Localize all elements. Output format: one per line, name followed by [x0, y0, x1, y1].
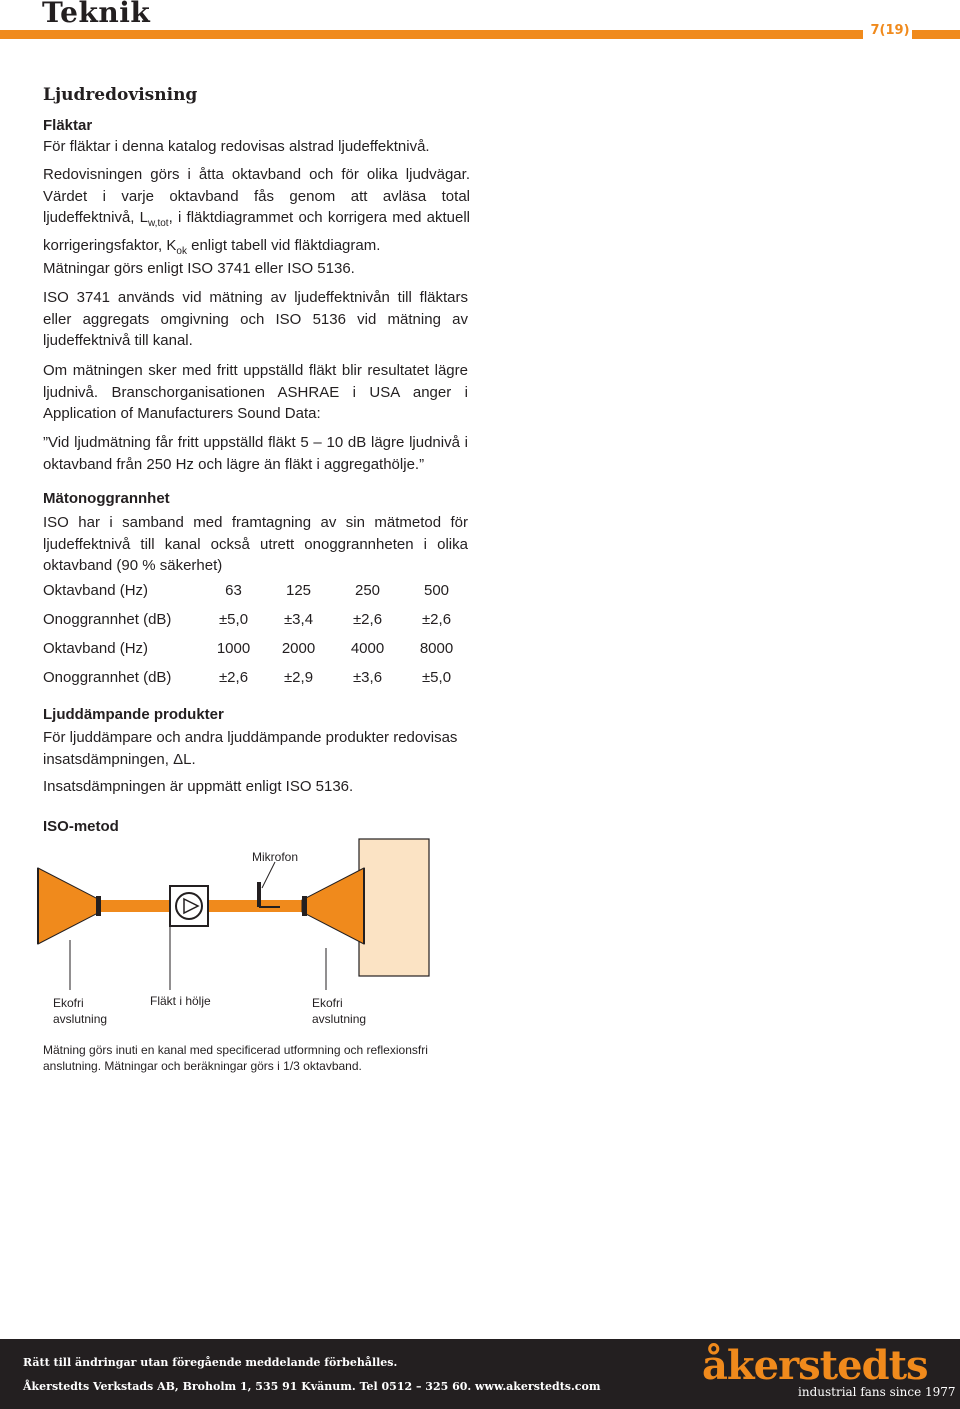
- header-accent-bar-right: [912, 30, 960, 39]
- damping-heading: Ljuddämpande produkter: [43, 706, 224, 723]
- table-cell: ±2,6: [421, 611, 452, 628]
- header-accent-bar: [0, 30, 863, 39]
- footer-notice: Rätt till ändringar utan föregående meddelande förbehålles.: [23, 1356, 398, 1369]
- page-current: 7: [870, 23, 880, 38]
- row-label: Oktavband (Hz): [43, 640, 149, 657]
- page-total: (19): [879, 23, 910, 38]
- section-title: Teknik: [42, 0, 151, 29]
- fans-p2-text-b: , i fläktdiagrammet och korrigera med aktuell korrigeringsfaktor, K: [43, 209, 470, 254]
- lwtot-subscript: w,tot: [148, 218, 169, 229]
- page-number: [868, 23, 912, 38]
- row-label: Onoggrannhet (dB): [43, 669, 172, 686]
- table-cell: ±3,6: [352, 669, 383, 686]
- table-cell: ±2,6: [352, 611, 383, 628]
- table-cell: ±2,9: [283, 669, 314, 686]
- fans-paragraph-5: Om mätningen sker med fritt uppställd fläkt blir resultatet lägre ljudnivå. Branschorganisationen ASHRAE i USA anger i Application of Manufacturers Sound Data:: [43, 362, 468, 422]
- label-end-left: Ekofri avslutning: [53, 996, 108, 1026]
- table-cell: ±2,6: [218, 669, 249, 686]
- fans-heading: Fläktar: [43, 117, 93, 134]
- fans-paragraph-4: ISO 3741 används vid mätning av ljudeffektnivån till fläktars eller aggregats omgivning och ISO 5136 vid mätning av ljudeffektnivå till kanal.: [43, 289, 468, 349]
- fans-paragraph-3: Mätningar görs enligt ISO 3741 eller ISO 5136.: [43, 260, 355, 277]
- anechoic-termination-right: [302, 868, 364, 944]
- table-cell: ±5,0: [421, 669, 452, 686]
- anechoic-termination-left: [38, 868, 100, 944]
- table-row: [43, 611, 469, 640]
- table-cell: 63: [225, 582, 242, 599]
- page-title: Ljudredovisning: [43, 85, 198, 105]
- test-chamber: [359, 839, 429, 976]
- iso-heading: ISO-metod: [43, 818, 119, 835]
- kok-subscript: ok: [176, 245, 187, 257]
- accuracy-heading: Mätonoggrannhet: [43, 490, 170, 507]
- table-cell: 250: [354, 582, 381, 599]
- label-end-right: Ekofri avslutning: [312, 996, 367, 1026]
- fans-paragraph-1: För fläktar i denna katalog redovisas alstrad ljudeffektnivå.: [43, 138, 430, 155]
- table-cell: 8000: [419, 640, 454, 657]
- damping-paragraph-2: Insatsdämpningen är uppmätt enligt ISO 5136.: [43, 778, 354, 795]
- fans-p2-text-c: enligt tabell vid fläktdiagram.: [186, 236, 381, 254]
- table-cell: 500: [423, 582, 450, 599]
- table-cell: ±3,4: [283, 611, 314, 628]
- table-cell: 125: [285, 582, 312, 599]
- table-row: [43, 669, 469, 698]
- row-label: Oktavband (Hz): [43, 582, 149, 599]
- ashrae-quote: ”Vid ljudmätning får fritt uppställd fläkt 5 – 10 dB lägre ljudnivå i oktavband från 250 Hz och lägre än fläkt i aggregathölje.”: [43, 434, 468, 473]
- label-microphone: Mikrofon: [252, 850, 299, 864]
- company-tagline: industrial fans since 1977: [798, 1385, 956, 1399]
- iso-caption: Mätning görs inuti en kanal med specificerad utformning och reflexionsfri anslutning. Mätningar och beräkningar görs i 1/3 oktavband.: [43, 1043, 428, 1073]
- row-label: Onoggrannhet (dB): [43, 611, 172, 628]
- table-row: [43, 640, 469, 669]
- fans-p2-text-a: Redovisningen görs i åtta oktavband och för olika ljudvägar. Värdet i varje oktavband fås genom att avläsa total ljudeffektnivå, L: [43, 166, 470, 226]
- footer-address: Åkerstedts Verkstads AB, Broholm 1, 535 91 Kvänum. Tel 0512 – 325 60. www.akerstedts.com: [23, 1380, 601, 1393]
- table-cell: 4000: [350, 640, 385, 657]
- damping-paragraph-1: För ljuddämpare och andra ljuddämpande produkter redovisas insatsdämpningen, ΔL.: [43, 729, 458, 768]
- label-fan-housing: Fläkt i hölje: [150, 994, 211, 1008]
- table-row: [43, 582, 469, 611]
- table-cell: 1000: [216, 640, 251, 657]
- table-cell: 2000: [281, 640, 316, 657]
- iso-method-diagram: [0, 830, 480, 990]
- fans-paragraph-2: [43, 164, 470, 262]
- company-logo: åkerstedts: [702, 1342, 928, 1389]
- accuracy-table: [43, 582, 469, 698]
- accuracy-paragraph: ISO har i samband med framtagning av sin mätmetod för ljudeffektnivå till kanal också utrett onoggrannheten i olika oktavband (90 % säkerhet): [43, 514, 468, 574]
- table-cell: ±5,0: [218, 611, 249, 628]
